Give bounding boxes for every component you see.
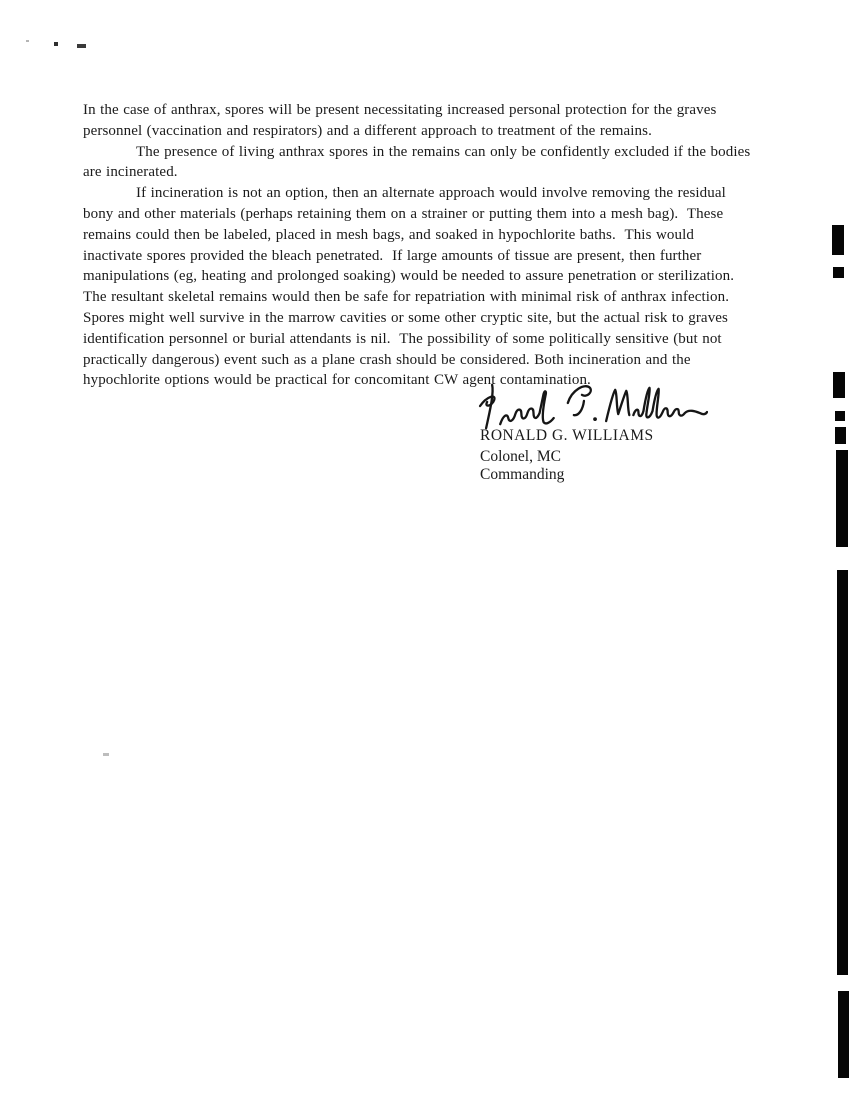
signatory-title: Commanding [480, 466, 565, 483]
scan-edge-bar [833, 372, 845, 398]
scan-speck [26, 40, 29, 42]
letter-body [83, 100, 763, 391]
letter-line: bony and other materials (perhaps retaining them on a strainer or putting them into a mesh bag). These [83, 205, 724, 222]
scan-edge-bar [832, 225, 844, 255]
letter-line: Spores might well survive in the marrow cavities or some other cryptic site, but the actual risk to graves [83, 309, 728, 326]
signatory-rank: Colonel, MC [480, 448, 561, 465]
letter-line: manipulations (eg, heating and prolonged soaking) would be needed to assure penetration or sterilization. [83, 268, 735, 285]
scan-edge-bar [835, 411, 845, 421]
letter-line: inactivate spores provided the bleach penetrated. If large amounts of tissue are present, then further [83, 247, 702, 264]
scan-edge-bar [836, 450, 848, 547]
letter-line: personnel (vaccination and respirators) and a different approach to treatment of the remains. [83, 122, 652, 139]
scan-edge-bar [833, 267, 844, 278]
letter-line: The resultant skeletal remains would then be safe for repatriation with minimal risk of anthrax infection. [83, 289, 730, 306]
letter-line: The presence of living anthrax spores in the remains can only be confidently excluded if the bodies [136, 143, 751, 160]
handwritten-signature-image [474, 381, 708, 431]
letter-line: are incinerated. [83, 164, 178, 181]
scan-edge-bar [835, 427, 846, 444]
scan-edge-bar [838, 991, 849, 1078]
scan-speck [54, 42, 58, 46]
letter-line: practically dangerous) event such as a plane crash should be considered. Both incineration and the [83, 351, 691, 368]
signatory-name: RONALD G. WILLIAMS [480, 427, 654, 444]
scan-speck [103, 753, 109, 756]
scan-edge-bar [837, 570, 848, 975]
letter-line: remains could then be labeled, placed in mesh bags, and soaked in hypochlorite baths. This would [83, 226, 694, 243]
letter-line: identification personnel or burial attendants is nil. The possibility of some politically sensitive (but not [83, 330, 722, 347]
scan-speck [77, 44, 86, 48]
letter-line: hypochlorite options would be practical for concomitant CW agent contamination. [83, 372, 591, 389]
letter-line: In the case of anthrax, spores will be present necessitating increased personal protection for the graves [83, 102, 717, 118]
letter-line: If incineration is not an option, then an alternate approach would involve removing the residual [136, 185, 726, 202]
